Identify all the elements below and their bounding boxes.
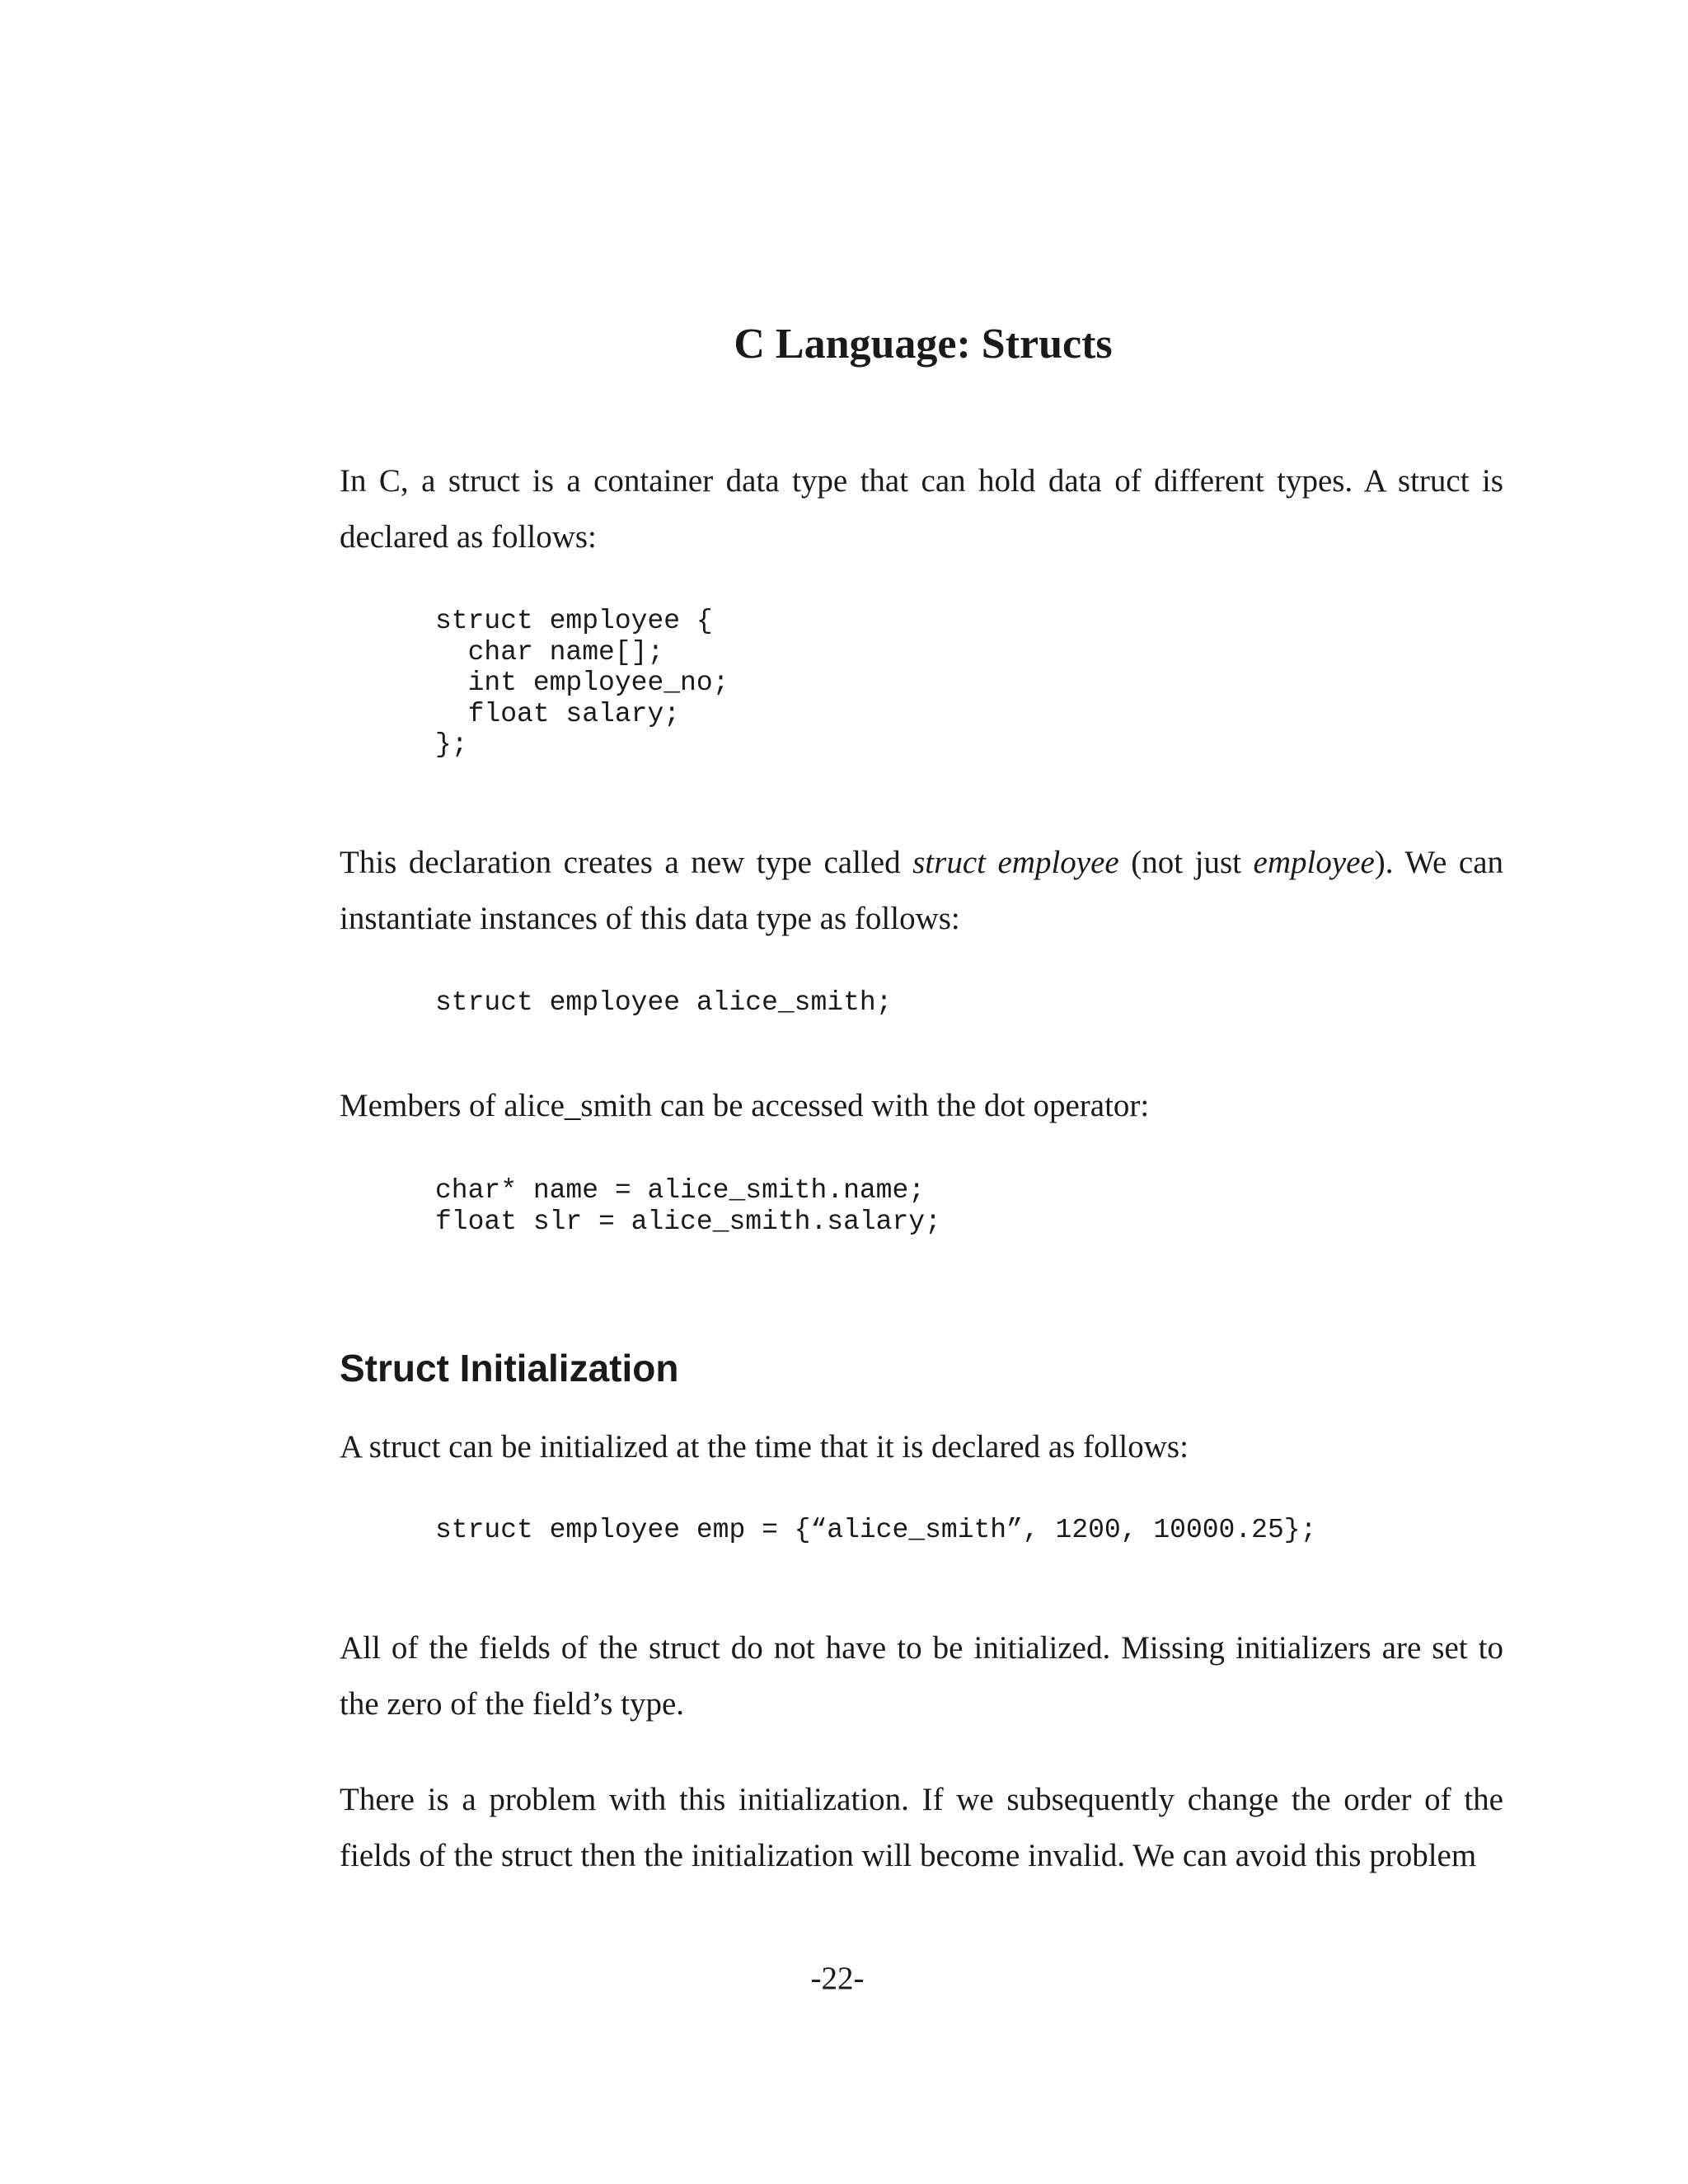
declaration-text-1: This declaration creates a new type called xyxy=(340,845,913,880)
code-initialization: struct employee emp = {“alice_smith”, 1200, 10000.25}; xyxy=(435,1515,1317,1545)
declaration-text-2: (not just xyxy=(1118,845,1254,880)
intro-paragraph: In C, a struct is a container data type that can hold data of different types. A struct is declared as follows: xyxy=(340,463,1503,555)
code-struct-declaration: struct employee { char name[]; int employee_no; float salary; }; xyxy=(435,606,729,760)
emphasis-employee: employee xyxy=(1253,845,1375,880)
code-instance: struct employee alice_smith; xyxy=(435,987,893,1018)
init-paragraph: A struct can be initialized at the time that it is declared as follows: xyxy=(340,1429,1189,1465)
section-heading: Struct Initialization xyxy=(340,1347,679,1390)
fields-paragraph: All of the fields of the struct do not have to be initialized. Missing initializers are set to the zero of the field’s type. xyxy=(340,1630,1503,1722)
page-title: C Language: Structs xyxy=(734,321,1113,368)
page-number: -22- xyxy=(810,1961,865,1996)
members-paragraph: Members of alice_smith can be accessed with the dot operator: xyxy=(340,1088,1150,1123)
emphasis-struct-employee: struct employee xyxy=(912,845,1119,880)
declaration-text-3: ). We can instantiate instances of this data type as follows: xyxy=(340,845,1504,936)
problem-paragraph: There is a problem with this initialization. If we subsequently change the order of the fields of the struct then the initialization will become invalid. We can avoid this problem xyxy=(340,1782,1503,1873)
declaration-paragraph xyxy=(340,835,1503,947)
code-member-access: char* name = alice_smith.name; float slr = alice_smith.salary; xyxy=(435,1175,941,1237)
